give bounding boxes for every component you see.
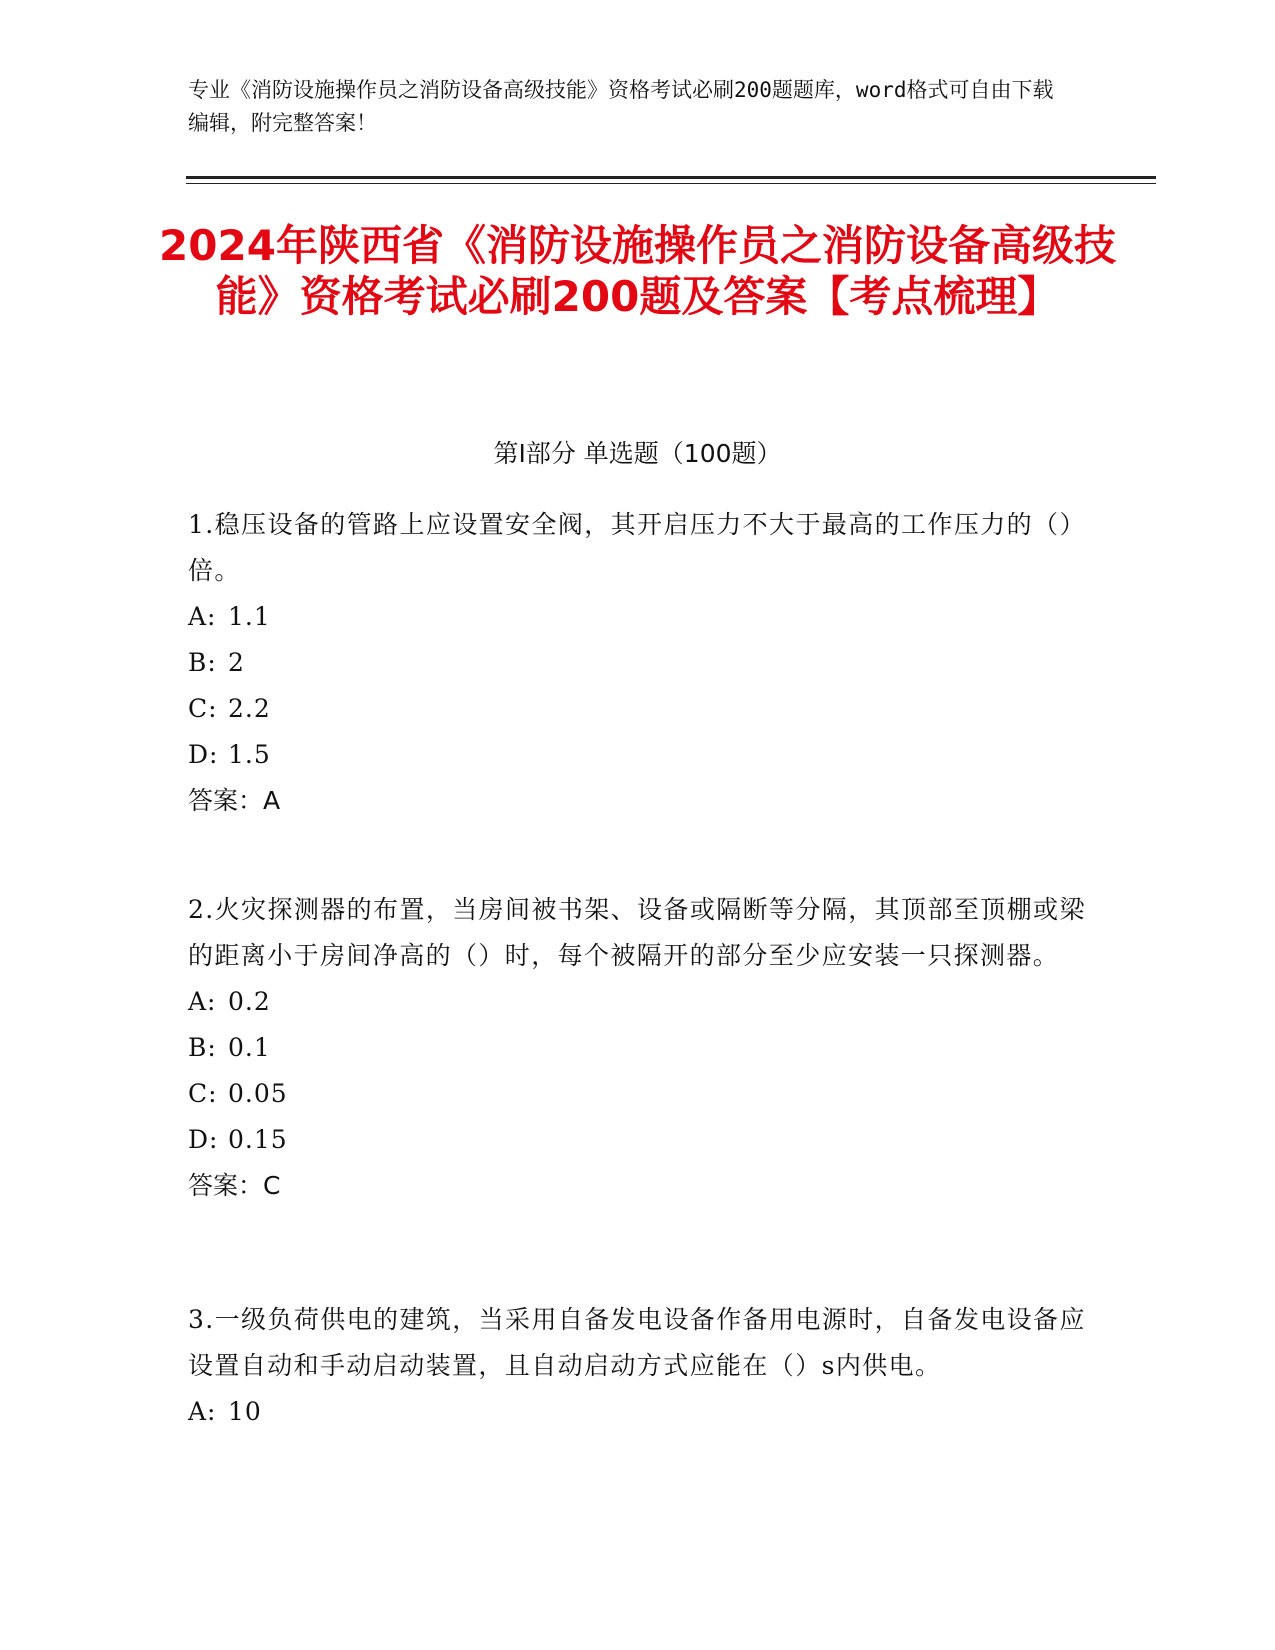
option-text: 2.2 [228,694,271,723]
question-stem: 2.火灾探测器的布置，当房间被书架、设备或隔断等分隔，其顶部至顶棚或梁的距离小于房间净高的（）时，每个被隔开的部分至少应安装一只探测器。 [188,895,1086,970]
option-letter: B: [188,648,217,677]
option-a [188,979,1088,1025]
header-rule-thin [186,183,1156,184]
option-d [188,732,1088,778]
option-b [188,640,1088,686]
document-title: 2024年陕西省《消防设施操作员之消防设备高级技能》资格考试必刷200题及答案【考点梳理】 [159,221,1116,321]
option-letter: C: [188,1079,218,1108]
question-stem: 1.稳压设备的管路上应设置安全阀，其开启压力不大于最高的工作压力的（）倍。 [188,510,1086,585]
option-letter: C: [188,694,218,723]
option-text: 1.1 [228,602,271,631]
header-note: 专业《消防设施操作员之消防设备高级技能》资格考试必刷200题题库，word格式可自由下载编辑，附完整答案！ [188,78,1054,135]
option-letter: A: [188,987,217,1016]
option-text: 0.1 [228,1033,271,1062]
option-text: 1.5 [228,740,271,769]
option-text: 2 [228,648,245,677]
option-letter: D: [188,1125,219,1154]
option-c [188,1071,1088,1117]
question-stem: 3.一级负荷供电的建筑，当采用自备发电设备作备用电源时，自备发电设备应设置自动和手动启动装置，且自动启动方式应能在（）s内供电。 [188,1305,1086,1380]
header-rule-thick [186,176,1156,179]
question-3 [188,1297,1088,1435]
option-text: 0.15 [228,1125,288,1154]
option-c [188,686,1088,732]
option-letter: B: [188,1033,217,1062]
section-title: 第I部分 单选题（100题） [493,439,782,468]
option-letter: A: [188,602,217,631]
question-2 [188,887,1088,1209]
option-a [188,594,1088,640]
option-d [188,1117,1088,1163]
option-a [188,1389,1088,1435]
answer-line: 答案：C [188,1171,281,1200]
answer-line: 答案：A [188,786,281,815]
option-text: 0.2 [228,987,271,1016]
question-1 [188,502,1088,824]
option-letter: D: [188,740,219,769]
option-text: 0.05 [228,1079,288,1108]
option-b [188,1025,1088,1071]
option-letter: A: [188,1397,217,1426]
option-text: 10 [228,1397,262,1426]
